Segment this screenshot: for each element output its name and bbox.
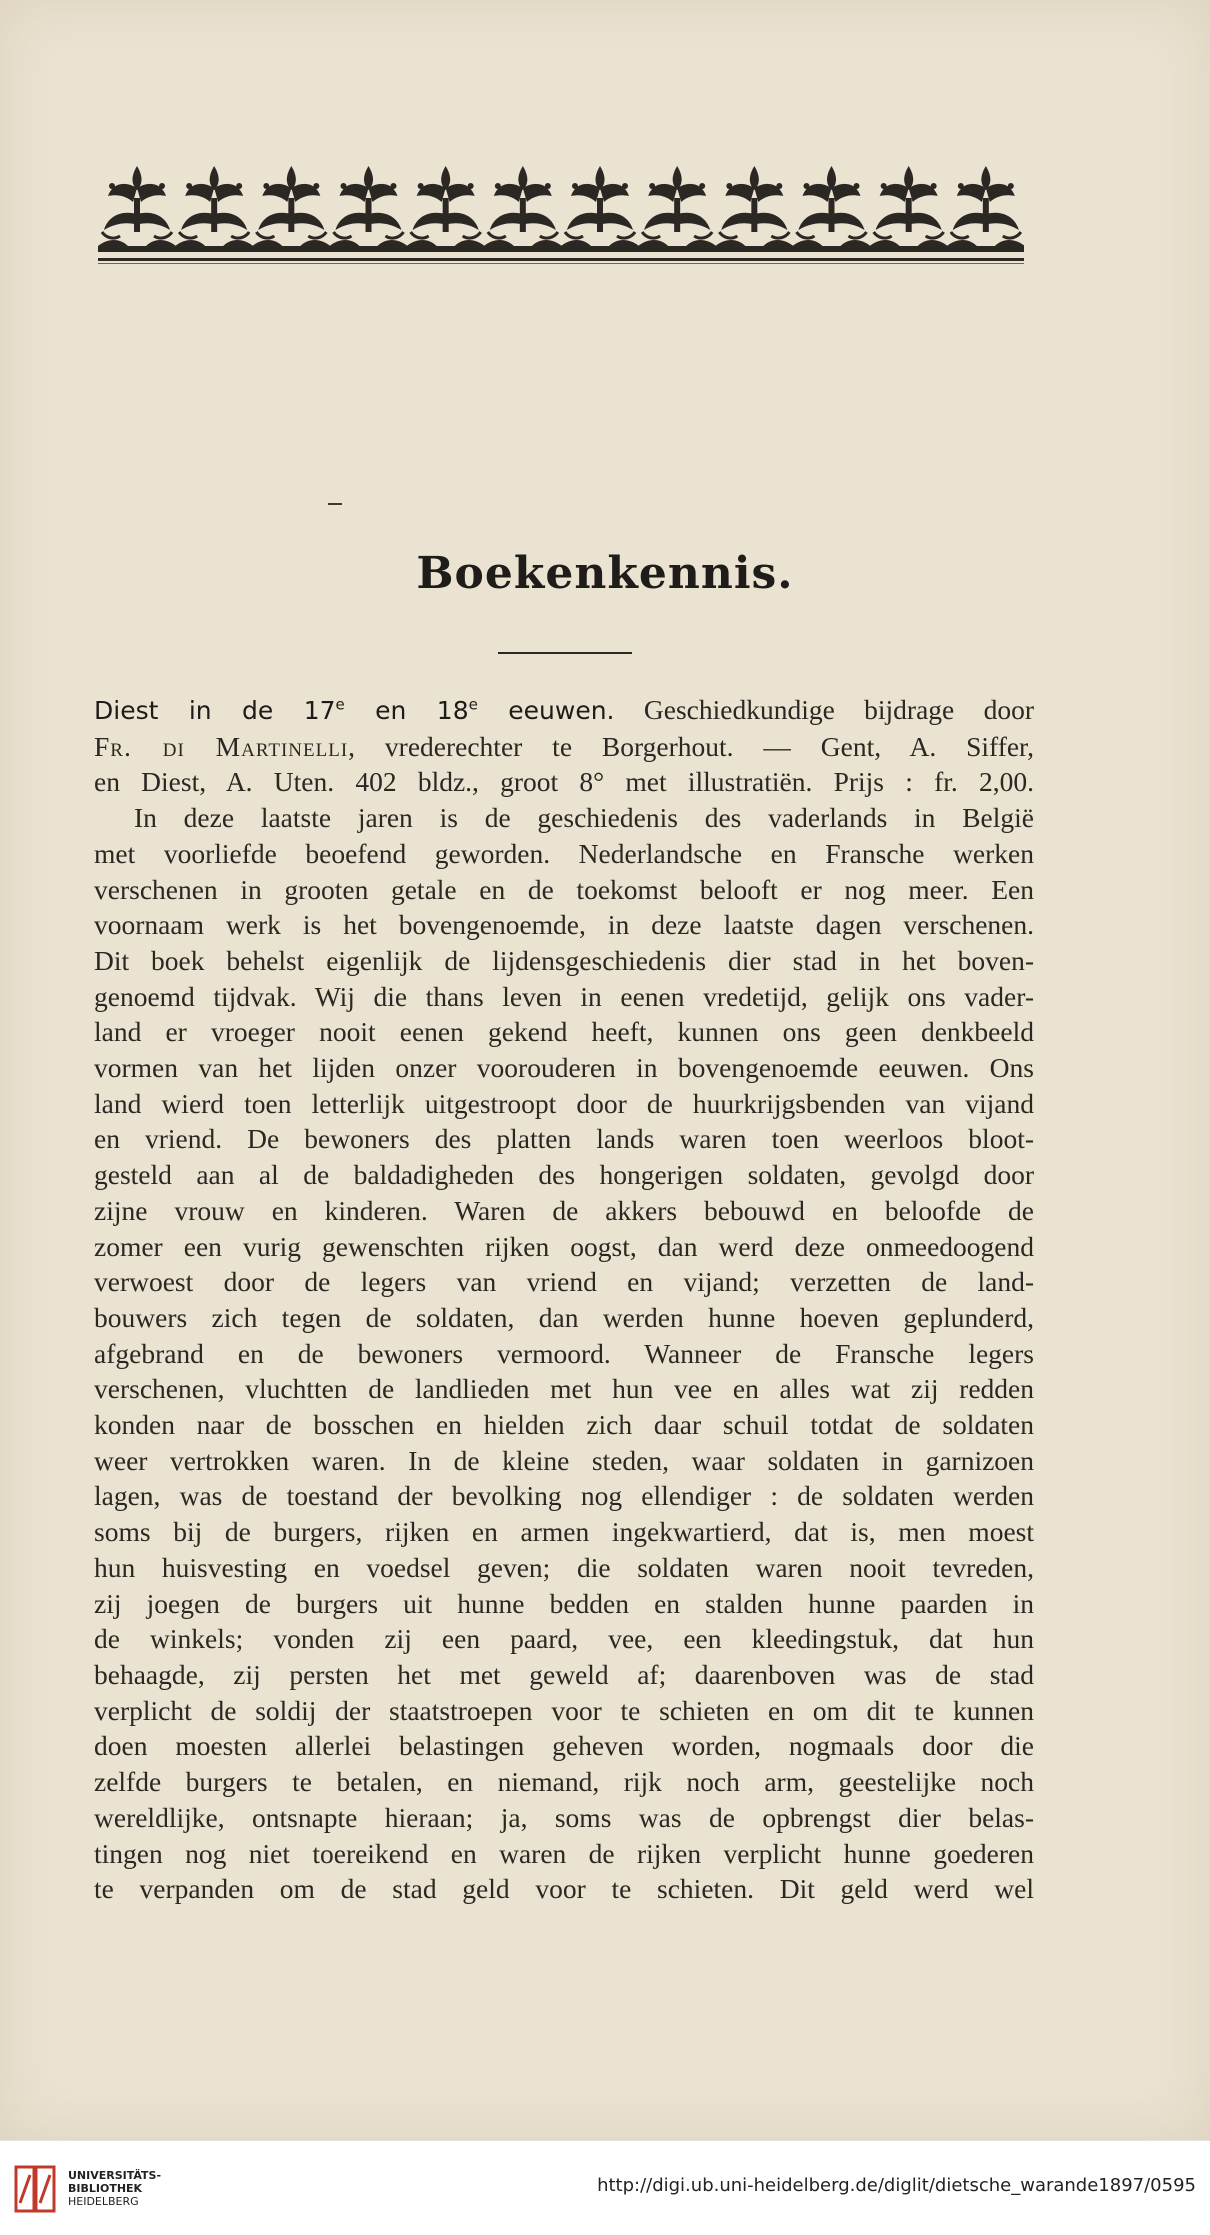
text-line: met voorliefde beoefend geworden. Nederlandsche en Fransche werken [94,837,1034,869]
text-line: bouwers zich tegen de soldaten, dan werden hunne hoeven geplunderd, [94,1301,1034,1333]
text-line: lagen, was de toestand der bevolking nog ellendiger : de soldaten werden [94,1480,1034,1512]
author-name: Fr. di Martinelli [94,730,349,762]
text-line: de winkels; vonden zij een paard, vee, een kleedingstuk, dat hun [94,1623,1034,1655]
text-line: zomer een vurig gewenschten rijken oogst, dan werd deze onmeedoogend [94,1230,1034,1262]
institution-line: BIBLIOTHEK [68,2182,143,2195]
text-line [94,729,1034,765]
text-line: zijne vrouw en kinderen. Waren de akkers bebouwd en beloofde de [94,1194,1034,1226]
ornament-flower [175,166,253,252]
ornament-flower [407,166,485,252]
heidelberg-library-logo-icon[interactable] [12,2163,58,2215]
text-line: wereldlijke, ontsnapte hieraan; ja, soms was de opbrengst dier belas- [94,1801,1034,1833]
text-line: afgebrand en de bewoners vermoord. Wanneer de Fransche legers [94,1337,1034,1369]
text-line: land er vroeger nooit eenen gekend heeft, kunnen ons geen denkbeeld [94,1016,1034,1048]
text-line: vormen van het lijden onzer voorouderen in bovengenoemde eeuwen. Ons [94,1052,1034,1084]
text-line: en vriend. De bewoners des platten lands waren toen weerloos bloot- [94,1123,1034,1155]
text-fragment: , vrederechter te Borgerhout. — Gent, A. Siffer, [348,730,1034,762]
permalink-url[interactable]: http://digi.ub.uni-heidelberg.de/diglit/dietsche_warande1897/0595 [597,2175,1196,2196]
text-line: In deze laatste jaren is de geschiedenis des vaderlands in België [134,802,1034,834]
text-line: tingen nog niet toereikend en waren de rijken verplicht hunne goederen [94,1837,1034,1869]
institution-line: UNIVERSITÄTS- [68,2169,162,2182]
text-line: voornaam werk is het bovengenoemde, in deze laatste dagen verschenen. [94,909,1034,941]
ornament-flower [252,166,330,252]
text-line: hun huisvesting en voedsel geven; die soldaten waren nooit tevreden, [94,1551,1034,1583]
text-line: weer vertrokken waren. In de kleine steden, waar soldaten in garnizoen [94,1444,1034,1476]
text-fragment: Geschiedkundige bijdrage door [643,694,1034,725]
text-line: konden naar de bosschen en hielden zich daar schuil totdat de soldaten [94,1409,1034,1441]
text-line: verwoest door de legers van vriend en vijand; verzetten de land- [94,1266,1034,1298]
text-line: behaagde, zij persten het met geweld af; daarenboven was de stad [94,1658,1034,1690]
text-line: verschenen, vluchtten de landlieden met hun vee en alles wat zij redden [94,1373,1034,1405]
heading-rule [498,652,632,654]
ornament-flower [98,166,176,252]
stray-mark [328,503,342,505]
viewer-footer [0,2140,1210,2235]
text-line: soms bij de burgers, rijken en armen ingekwartierd, dat is, men moest [94,1516,1034,1548]
ornament-flower [870,166,948,252]
ornament-flower [793,166,871,252]
ornament-flower [947,166,1024,252]
text-line: gesteld aan al de baldadigheden des hongerigen soldaten, gevolgd door [94,1159,1034,1191]
institution-name [68,2169,161,2208]
text-line: te verpanden om de stad geld voor te schieten. Dit geld werd wel [94,1873,1034,1905]
ornament-flower [330,166,408,252]
text-line: en Diest, A. Uten. 402 bldz., groot 8° met illustratiën. Prijs : fr. 2,00. [94,766,1034,798]
text-line: verplicht de soldij der staatstroepen voor te schieten en om dit te kunnen [94,1694,1034,1726]
text-line: doen moesten allerlei belastingen geheven worden, nogmaals door die [94,1730,1034,1762]
text-line: verschenen in grooten getale en de toekomst belooft er nog meer. Een [94,873,1034,905]
text-line [94,692,1034,729]
text-line: Dit boek behelst eigenlijk de lijdensgeschiedenis dier stad in het boven- [94,944,1034,976]
article-body [94,692,1034,1907]
text-line: land wierd toen letterlijk uitgestroopt door de huurkrijgsbenden van vijand [94,1087,1034,1119]
floral-ornament-icon [98,150,1024,268]
ornament-flower [484,166,562,252]
ornament-flower [561,166,639,252]
section-heading: Boekenkennis. [416,548,794,599]
text-line: zelfde burgers te betalen, en niemand, rijk noch arm, geestelijke noch [94,1766,1034,1798]
review-title: Diest in de 17e en 18e eeuwen. [94,695,615,725]
ornament-flower [638,166,716,252]
text-line: genoemd tijdvak. Wij die thans leven in eenen vredetijd, gelijk ons vader- [94,980,1034,1012]
text-line: zij joegen de burgers uit hunne bedden en stalden hunne paarden in [94,1587,1034,1619]
ornament-flower [715,166,793,252]
institution-line: HEIDELBERG [68,2195,139,2208]
